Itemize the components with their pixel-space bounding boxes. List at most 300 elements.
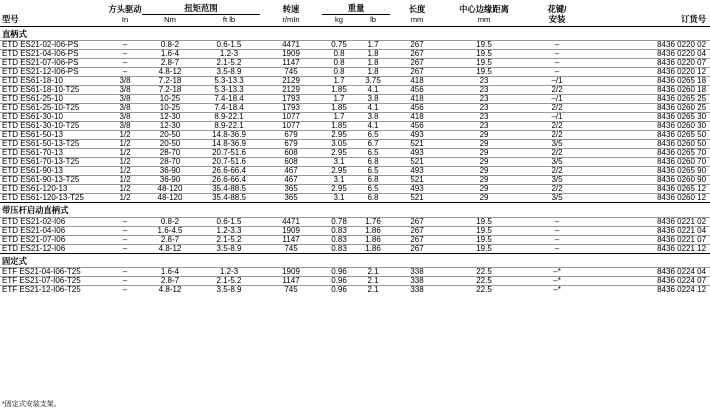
table-body bbox=[0, 27, 710, 294]
cell-cmm: 23 bbox=[444, 95, 524, 104]
cell-drive: 1/2 bbox=[108, 185, 142, 194]
cell-drive: – bbox=[108, 41, 142, 50]
cell-spline: – bbox=[524, 50, 590, 59]
cell-ftlb: 0.6-1.5 bbox=[198, 41, 260, 50]
table-row[interactable] bbox=[0, 226, 710, 235]
table-row[interactable] bbox=[0, 113, 710, 122]
cell-cmm: 19.5 bbox=[444, 226, 524, 235]
header-drive: 方头驱动 bbox=[108, 3, 142, 14]
cell-lb: 2.1 bbox=[356, 276, 390, 285]
table-header bbox=[0, 0, 710, 27]
cell-lb: 6.7 bbox=[356, 140, 390, 149]
table-row[interactable] bbox=[0, 167, 710, 176]
cell-spline: –* bbox=[524, 276, 590, 285]
cell-nm: 28-70 bbox=[142, 149, 198, 158]
cell-spline: 2/2 bbox=[524, 104, 590, 113]
cell-drive: 1/2 bbox=[108, 176, 142, 185]
header-order: 订货号 bbox=[681, 13, 707, 24]
table-row[interactable] bbox=[0, 140, 710, 149]
cell-mm: 267 bbox=[390, 217, 444, 226]
cell-lb: 6.8 bbox=[356, 176, 390, 185]
cell-ftlb: 7.4-18.4 bbox=[198, 95, 260, 104]
cell-kg: 0.96 bbox=[322, 285, 356, 294]
cell-order-number: 8436 0224 04 bbox=[590, 267, 710, 276]
cell-spline: 3/5 bbox=[524, 194, 590, 203]
cell-rpm: 1909 bbox=[260, 267, 322, 276]
cell-drive: 1/2 bbox=[108, 167, 142, 176]
cell-order-number: 8436 0221 02 bbox=[590, 217, 710, 226]
cell-cmm: 19.5 bbox=[444, 235, 524, 244]
cell-mm: 456 bbox=[390, 122, 444, 131]
cell-lb: 2.1 bbox=[356, 267, 390, 276]
cell-rpm: 365 bbox=[260, 185, 322, 194]
header-nm-unit: Nm bbox=[164, 14, 176, 24]
cell-kg: 3.05 bbox=[322, 140, 356, 149]
section-title: 固定式 bbox=[0, 253, 710, 267]
cell-lb: 3.75 bbox=[356, 77, 390, 86]
cell-nm: 7.2-18 bbox=[142, 77, 198, 86]
cell-kg: 0.96 bbox=[322, 267, 356, 276]
cell-lb: 1.86 bbox=[356, 235, 390, 244]
table-row[interactable] bbox=[0, 122, 710, 131]
table-row[interactable] bbox=[0, 41, 710, 50]
cell-cmm: 23 bbox=[444, 86, 524, 95]
table-row[interactable] bbox=[0, 104, 710, 113]
cell-spline: 2/2 bbox=[524, 149, 590, 158]
cell-rpm: 4471 bbox=[260, 217, 322, 226]
cell-ftlb: 1.2-3 bbox=[198, 50, 260, 59]
cell-kg: 1.85 bbox=[322, 122, 356, 131]
cell-order-number: 8436 0260 18 bbox=[590, 86, 710, 95]
cell-drive: – bbox=[108, 226, 142, 235]
cell-drive: 3/8 bbox=[108, 95, 142, 104]
cell-model: ETD ES21-07-I06-PS bbox=[0, 59, 108, 68]
cell-kg: 0.83 bbox=[322, 244, 356, 253]
cell-kg: 0.8 bbox=[322, 68, 356, 77]
cell-model: ETD ES61-70-13 bbox=[0, 149, 108, 158]
cell-lb: 6.5 bbox=[356, 185, 390, 194]
cell-ftlb: 26.6-66.4 bbox=[198, 176, 260, 185]
header-spline-line1: 花键/ bbox=[547, 3, 567, 14]
cell-cmm: 29 bbox=[444, 176, 524, 185]
cell-model: ETD ES61-50-13 bbox=[0, 131, 108, 140]
cell-cmm: 29 bbox=[444, 140, 524, 149]
cell-drive: 1/2 bbox=[108, 158, 142, 167]
cell-order-number: 8436 0265 70 bbox=[590, 149, 710, 158]
cell-order-number: 8436 0260 90 bbox=[590, 176, 710, 185]
cell-ftlb: 3.5-8.9 bbox=[198, 244, 260, 253]
cell-nm: 1.6-4.5 bbox=[142, 226, 198, 235]
cell-ftlb: 2.1-5.2 bbox=[198, 59, 260, 68]
cell-spline: 3/5 bbox=[524, 140, 590, 149]
cell-order-number: 8436 0265 90 bbox=[590, 167, 710, 176]
cell-drive: 3/8 bbox=[108, 77, 142, 86]
table-row[interactable] bbox=[0, 244, 710, 253]
cell-order-number: 8436 0265 30 bbox=[590, 113, 710, 122]
cell-order-number: 8436 0260 50 bbox=[590, 140, 710, 149]
cell-ftlb: 1.2-3.3 bbox=[198, 226, 260, 235]
cell-cmm: 29 bbox=[444, 185, 524, 194]
cell-model: ETF ES21-04-I06-T25 bbox=[0, 267, 108, 276]
cell-order-number: 8436 0265 18 bbox=[590, 77, 710, 86]
cell-nm: 36-90 bbox=[142, 176, 198, 185]
cell-lb: 1.8 bbox=[356, 50, 390, 59]
cell-ftlb: 3.5-8.9 bbox=[198, 68, 260, 77]
table-row[interactable] bbox=[0, 194, 710, 203]
cell-rpm: 1077 bbox=[260, 113, 322, 122]
header-drive-unit: In bbox=[121, 14, 129, 24]
cell-kg: 2.95 bbox=[322, 131, 356, 140]
cell-cmm: 29 bbox=[444, 131, 524, 140]
cell-nm: 1.6-4 bbox=[142, 50, 198, 59]
cell-mm: 267 bbox=[390, 41, 444, 50]
cell-lb: 3.8 bbox=[356, 113, 390, 122]
cell-order-number: 8436 0260 25 bbox=[590, 104, 710, 113]
cell-mm: 493 bbox=[390, 167, 444, 176]
cell-kg: 0.96 bbox=[322, 276, 356, 285]
cell-model: ETD ES21-12-I06 bbox=[0, 244, 108, 253]
cell-rpm: 1077 bbox=[260, 122, 322, 131]
cell-ftlb: 5.3-13.3 bbox=[198, 86, 260, 95]
cell-lb: 1.7 bbox=[356, 41, 390, 50]
table-row[interactable] bbox=[0, 131, 710, 140]
cell-ftlb: 14.8-36.9 bbox=[198, 131, 260, 140]
cell-drive: 1/2 bbox=[108, 131, 142, 140]
header-ftlb-unit: ft lb bbox=[222, 14, 236, 24]
header-torque-range: 扭矩范围 bbox=[142, 0, 260, 15]
cell-spline: 3/5 bbox=[524, 158, 590, 167]
cell-mm: 418 bbox=[390, 95, 444, 104]
cell-kg: 3.1 bbox=[322, 176, 356, 185]
cell-ftlb: 5.3-13.3 bbox=[198, 77, 260, 86]
cell-ftlb: 1.2-3 bbox=[198, 267, 260, 276]
cell-nm: 4.8-12 bbox=[142, 244, 198, 253]
cell-ftlb: 8.9-22.1 bbox=[198, 122, 260, 131]
section-title: 直柄式 bbox=[0, 27, 710, 41]
cell-kg: 0.83 bbox=[322, 235, 356, 244]
table-row[interactable] bbox=[0, 176, 710, 185]
cell-drive: – bbox=[108, 59, 142, 68]
cell-cmm: 19.5 bbox=[444, 244, 524, 253]
cell-mm: 521 bbox=[390, 176, 444, 185]
cell-kg: 1.7 bbox=[322, 95, 356, 104]
cell-mm: 493 bbox=[390, 131, 444, 140]
cell-drive: 3/8 bbox=[108, 104, 142, 113]
cell-lb: 1.8 bbox=[356, 59, 390, 68]
cell-ftlb: 8.9-22.1 bbox=[198, 113, 260, 122]
cell-drive: – bbox=[108, 68, 142, 77]
table-row[interactable] bbox=[0, 77, 710, 86]
cell-drive: – bbox=[108, 217, 142, 226]
header-length: 长度 bbox=[408, 3, 426, 14]
cell-spline: 2/2 bbox=[524, 86, 590, 95]
cell-model: ETD ES61-30-10-T25 bbox=[0, 122, 108, 131]
cell-mm: 267 bbox=[390, 50, 444, 59]
cell-order-number: 8436 0220 07 bbox=[590, 59, 710, 68]
header-rpm-unit: r/mIn bbox=[282, 14, 300, 24]
cell-rpm: 467 bbox=[260, 167, 322, 176]
cell-nm: 0.8-2 bbox=[142, 217, 198, 226]
cell-spline: – bbox=[524, 235, 590, 244]
cell-nm: 10-25 bbox=[142, 95, 198, 104]
cell-order-number: 8436 0220 04 bbox=[590, 50, 710, 59]
cell-mm: 456 bbox=[390, 104, 444, 113]
cell-ftlb: 0.6-1.5 bbox=[198, 217, 260, 226]
cell-model: ETD ES61-18-10-T25 bbox=[0, 86, 108, 95]
cell-spline: 2/2 bbox=[524, 185, 590, 194]
cell-order-number: 8436 0224 07 bbox=[590, 276, 710, 285]
cell-lb: 6.8 bbox=[356, 194, 390, 203]
header-weight: 重量 bbox=[322, 0, 390, 15]
cell-ftlb: 20.7-51.6 bbox=[198, 149, 260, 158]
cell-drive: 3/8 bbox=[108, 122, 142, 131]
header-mm-unit: mm bbox=[410, 14, 424, 24]
cell-lb: 1.76 bbox=[356, 217, 390, 226]
cell-nm: 36-90 bbox=[142, 167, 198, 176]
cell-spline: –/1 bbox=[524, 95, 590, 104]
cell-mm: 338 bbox=[390, 276, 444, 285]
cell-lb: 4.1 bbox=[356, 104, 390, 113]
cell-order-number: 8436 0221 12 bbox=[590, 244, 710, 253]
cell-lb: 3.8 bbox=[356, 95, 390, 104]
section-header-row bbox=[0, 203, 710, 217]
cell-model: ETD ES21-02-I06 bbox=[0, 217, 108, 226]
table-row[interactable] bbox=[0, 267, 710, 276]
cell-drive: – bbox=[108, 244, 142, 253]
cell-lb: 6.5 bbox=[356, 131, 390, 140]
cell-ftlb: 26.6-66.4 bbox=[198, 167, 260, 176]
cell-nm: 20-50 bbox=[142, 140, 198, 149]
cell-model: ETF ES21-12-I06-T25 bbox=[0, 285, 108, 294]
cell-model: ETD ES21-04-I06 bbox=[0, 226, 108, 235]
cell-rpm: 467 bbox=[260, 176, 322, 185]
cell-mm: 418 bbox=[390, 113, 444, 122]
cell-rpm: 745 bbox=[260, 244, 322, 253]
cell-mm: 338 bbox=[390, 267, 444, 276]
cell-ftlb: 35.4-88.5 bbox=[198, 194, 260, 203]
cell-lb: 1.86 bbox=[356, 244, 390, 253]
cell-spline: – bbox=[524, 59, 590, 68]
header-order-blank bbox=[590, 0, 710, 15]
cell-spline: – bbox=[524, 226, 590, 235]
cell-spline: – bbox=[524, 68, 590, 77]
cell-mm: 267 bbox=[390, 226, 444, 235]
cell-lb: 4.1 bbox=[356, 122, 390, 131]
cell-rpm: 679 bbox=[260, 131, 322, 140]
cell-mm: 267 bbox=[390, 59, 444, 68]
cell-ftlb: 2.1-5.2 bbox=[198, 235, 260, 244]
cell-model: ETD ES61-25-10 bbox=[0, 95, 108, 104]
cell-model: ETD ES61-70-13-T25 bbox=[0, 158, 108, 167]
cell-mm: 338 bbox=[390, 285, 444, 294]
cell-rpm: 1909 bbox=[260, 50, 322, 59]
cell-kg: 0.75 bbox=[322, 41, 356, 50]
cell-lb: 2.1 bbox=[356, 285, 390, 294]
header-model-blank bbox=[0, 0, 108, 15]
cell-mm: 267 bbox=[390, 68, 444, 77]
cell-spline: 3/5 bbox=[524, 176, 590, 185]
cell-kg: 0.8 bbox=[322, 50, 356, 59]
table-row[interactable] bbox=[0, 50, 710, 59]
table-row[interactable] bbox=[0, 285, 710, 294]
cell-order-number: 8436 0220 02 bbox=[590, 41, 710, 50]
cell-model: ETD ES61-30-10 bbox=[0, 113, 108, 122]
cell-mm: 521 bbox=[390, 140, 444, 149]
cell-drive: 3/8 bbox=[108, 86, 142, 95]
cell-kg: 3.1 bbox=[322, 194, 356, 203]
cell-order-number: 8436 0260 30 bbox=[590, 122, 710, 131]
cell-rpm: 745 bbox=[260, 68, 322, 77]
cell-model: ETD ES61-50-13-T25 bbox=[0, 140, 108, 149]
cell-cmm: 22.5 bbox=[444, 276, 524, 285]
cell-cmm: 19.5 bbox=[444, 217, 524, 226]
cell-spline: – bbox=[524, 41, 590, 50]
cell-ftlb: 7.4-18.4 bbox=[198, 104, 260, 113]
cell-order-number: 8436 0265 12 bbox=[590, 185, 710, 194]
table-row[interactable] bbox=[0, 217, 710, 226]
section-title: 带压杆启动直柄式 bbox=[0, 203, 710, 217]
cell-lb: 1.86 bbox=[356, 226, 390, 235]
cell-nm: 4.8-12 bbox=[142, 68, 198, 77]
cell-order-number: 8436 0265 50 bbox=[590, 131, 710, 140]
cell-kg: 0.8 bbox=[322, 59, 356, 68]
header-group-row bbox=[0, 0, 710, 15]
cell-rpm: 2129 bbox=[260, 86, 322, 95]
table-row[interactable] bbox=[0, 185, 710, 194]
cell-spline: –/1 bbox=[524, 77, 590, 86]
cell-kg: 0.78 bbox=[322, 217, 356, 226]
cell-rpm: 1793 bbox=[260, 95, 322, 104]
cell-spline: – bbox=[524, 217, 590, 226]
cell-model: ETD ES61-90-13 bbox=[0, 167, 108, 176]
cell-rpm: 4471 bbox=[260, 41, 322, 50]
cell-cmm: 29 bbox=[444, 167, 524, 176]
table-row[interactable] bbox=[0, 95, 710, 104]
cell-order-number: 8436 0221 07 bbox=[590, 235, 710, 244]
cell-nm: 12-30 bbox=[142, 122, 198, 131]
cell-kg: 3.1 bbox=[322, 158, 356, 167]
cell-mm: 456 bbox=[390, 86, 444, 95]
cell-lb: 6.5 bbox=[356, 167, 390, 176]
cell-drive: – bbox=[108, 276, 142, 285]
header-speed: 转速 bbox=[282, 3, 300, 14]
cell-kg: 1.7 bbox=[322, 113, 356, 122]
cell-order-number: 8436 0221 04 bbox=[590, 226, 710, 235]
cell-rpm: 608 bbox=[260, 149, 322, 158]
cell-cmm: 23 bbox=[444, 104, 524, 113]
cell-cmm: 22.5 bbox=[444, 267, 524, 276]
cell-nm: 48-120 bbox=[142, 194, 198, 203]
cell-rpm: 679 bbox=[260, 140, 322, 149]
table-row[interactable] bbox=[0, 158, 710, 167]
cell-model: ETD ES61-120-13 bbox=[0, 185, 108, 194]
cell-spline: –/1 bbox=[524, 113, 590, 122]
cell-nm: 12-30 bbox=[142, 113, 198, 122]
cell-nm: 2.8-7 bbox=[142, 235, 198, 244]
cell-model: ETD ES61-18-10 bbox=[0, 77, 108, 86]
cell-drive: – bbox=[108, 267, 142, 276]
cell-rpm: 745 bbox=[260, 285, 322, 294]
cell-drive: – bbox=[108, 50, 142, 59]
cell-order-number: 8436 0224 12 bbox=[590, 285, 710, 294]
cell-rpm: 1793 bbox=[260, 104, 322, 113]
cell-drive: 1/2 bbox=[108, 149, 142, 158]
cell-nm: 7.2-18 bbox=[142, 86, 198, 95]
cell-cmm: 23 bbox=[444, 122, 524, 131]
cell-spline: –* bbox=[524, 285, 590, 294]
cell-model: ETF ES21-07-I06-T25 bbox=[0, 276, 108, 285]
cell-lb: 1.8 bbox=[356, 68, 390, 77]
cell-spline: – bbox=[524, 244, 590, 253]
cell-cmm: 19.5 bbox=[444, 41, 524, 50]
cell-model: ETD ES21-02-I06-PS bbox=[0, 41, 108, 50]
cell-drive: 1/2 bbox=[108, 140, 142, 149]
cell-rpm: 608 bbox=[260, 158, 322, 167]
cell-ftlb: 3.5-8.9 bbox=[198, 285, 260, 294]
table-row[interactable] bbox=[0, 68, 710, 77]
header-model: 型号 bbox=[2, 13, 19, 24]
cell-mm: 267 bbox=[390, 235, 444, 244]
cell-drive: 1/2 bbox=[108, 194, 142, 203]
cell-nm: 10-25 bbox=[142, 104, 198, 113]
table-row[interactable] bbox=[0, 149, 710, 158]
cell-kg: 1.85 bbox=[322, 104, 356, 113]
cell-rpm: 1909 bbox=[260, 226, 322, 235]
cell-nm: 4.8-12 bbox=[142, 285, 198, 294]
cell-lb: 6.5 bbox=[356, 149, 390, 158]
cell-mm: 521 bbox=[390, 158, 444, 167]
table-row[interactable] bbox=[0, 59, 710, 68]
cell-order-number: 8436 0260 12 bbox=[590, 194, 710, 203]
cell-spline: 2/2 bbox=[524, 131, 590, 140]
cell-drive: 3/8 bbox=[108, 113, 142, 122]
cell-nm: 28-70 bbox=[142, 158, 198, 167]
table-row[interactable] bbox=[0, 276, 710, 285]
cell-kg: 0.83 bbox=[322, 226, 356, 235]
cell-nm: 2.8-7 bbox=[142, 59, 198, 68]
cell-cmm: 19.5 bbox=[444, 68, 524, 77]
section-header-row bbox=[0, 27, 710, 41]
cell-model: ETD ES61-90-13-T25 bbox=[0, 176, 108, 185]
table-footnote: *固定式安装支架。 bbox=[2, 401, 61, 408]
cell-cmm: 29 bbox=[444, 158, 524, 167]
table-row[interactable] bbox=[0, 86, 710, 95]
header-lb-unit: lb bbox=[370, 14, 376, 24]
cell-kg: 2.95 bbox=[322, 185, 356, 194]
cell-rpm: 1147 bbox=[260, 276, 322, 285]
cell-nm: 20-50 bbox=[142, 131, 198, 140]
cell-drive: – bbox=[108, 235, 142, 244]
cell-ftlb: 2.1-5.2 bbox=[198, 276, 260, 285]
cell-model: ETD ES61-25-10-T25 bbox=[0, 104, 108, 113]
cell-mm: 267 bbox=[390, 244, 444, 253]
cell-spline: –* bbox=[524, 267, 590, 276]
header-center-distance: 中心边缘距离 bbox=[459, 3, 509, 14]
cell-drive: – bbox=[108, 285, 142, 294]
cell-nm: 2.8-7 bbox=[142, 276, 198, 285]
cell-lb: 4.1 bbox=[356, 86, 390, 95]
cell-mm: 521 bbox=[390, 194, 444, 203]
table-row[interactable] bbox=[0, 235, 710, 244]
cell-ftlb: 20.7-51.6 bbox=[198, 158, 260, 167]
section-header-row bbox=[0, 253, 710, 267]
header-unit-row bbox=[0, 15, 710, 27]
cell-nm: 1.6-4 bbox=[142, 267, 198, 276]
cell-kg: 2.95 bbox=[322, 149, 356, 158]
cell-order-number: 8436 0265 25 bbox=[590, 95, 710, 104]
cell-lb: 6.8 bbox=[356, 158, 390, 167]
cell-kg: 2.95 bbox=[322, 167, 356, 176]
